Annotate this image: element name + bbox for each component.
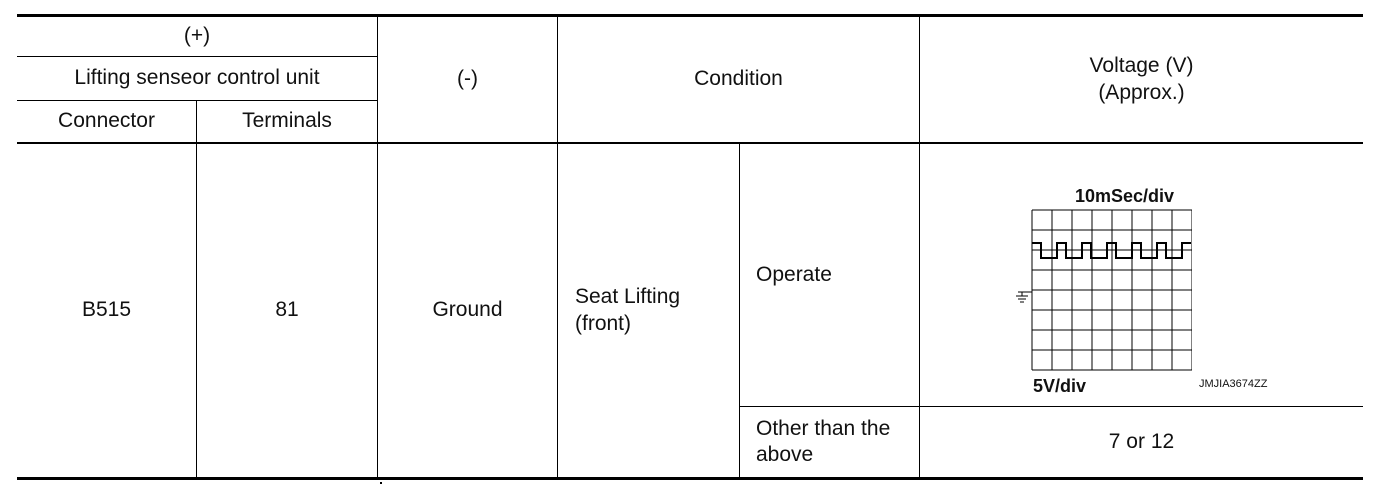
header-connector: Connector [58,109,155,133]
cell-item-line2: (front) [575,311,632,335]
table-bottom-rule [17,477,1363,480]
cell-connector: B515 [81,298,132,322]
header-minus: (-) [457,67,478,91]
scope-volt-div: 5V/div [1033,376,1087,396]
cell-operate: Operate [756,262,832,286]
scope-time-div: 10mSec/div [1075,186,1175,206]
cell-other-line1: Other than the [756,416,891,440]
cell-item [575,144,737,477]
header-voltage-line1: Voltage (V) [1089,54,1194,78]
cell-other [756,407,918,477]
header-terminals: Terminals [242,109,332,133]
cell-other-line2: above [756,443,814,466]
cell-item-line1: Seat Lifting [575,285,681,309]
cell-terminal: 81 [275,298,299,322]
header-voltage [920,17,1363,142]
cell-other-value: 7 or 12 [1108,429,1175,453]
cell-ground: Ground [432,298,503,322]
header-unit: Lifting senseor control unit [74,66,320,90]
scope-figure-id: JMJIA3674ZZ [1199,378,1268,390]
oscilloscope-graph [1010,208,1192,378]
stray-mark [380,482,382,484]
header-plus: (+) [183,24,211,48]
header-condition: Condition [694,67,783,91]
col-divider-condition [739,144,740,477]
header-voltage-line2: (Approx.) [1098,80,1185,104]
